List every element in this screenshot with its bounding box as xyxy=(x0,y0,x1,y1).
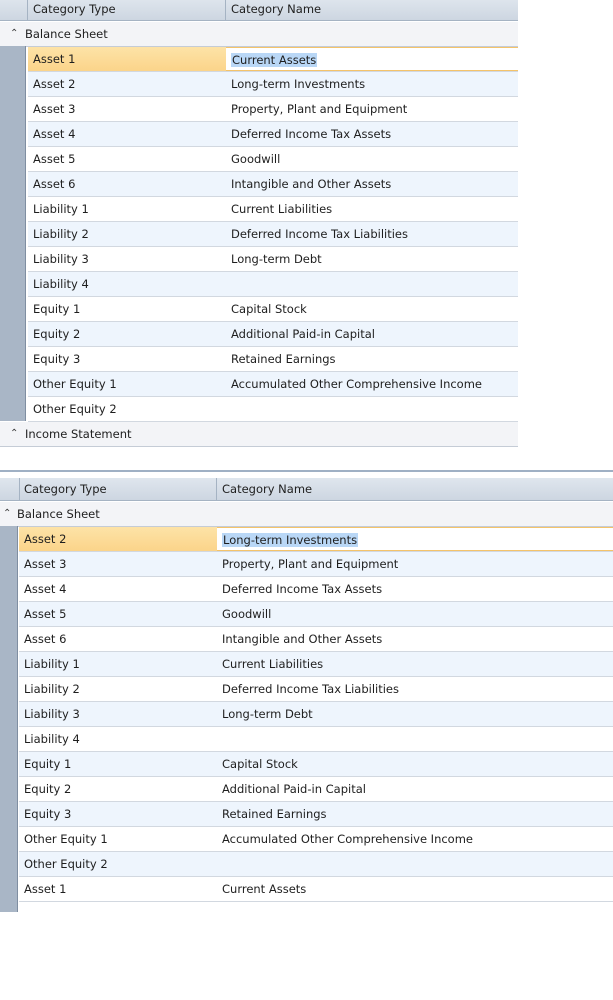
table-row[interactable] xyxy=(19,552,613,577)
cell-category-type[interactable]: Asset 6 xyxy=(33,177,76,191)
table-row[interactable] xyxy=(19,852,613,877)
cell-category-type[interactable]: Equity 2 xyxy=(33,327,81,341)
table-row[interactable] xyxy=(28,322,518,347)
cell-category-name[interactable]: Current Liabilities xyxy=(222,657,324,671)
cell-category-name[interactable]: Deferred Income Tax Assets xyxy=(231,127,392,141)
cell-category-name[interactable] xyxy=(217,727,613,751)
cell-category-name[interactable]: Current Assets xyxy=(222,882,307,896)
table-row[interactable] xyxy=(19,602,613,627)
table-row[interactable] xyxy=(19,527,613,552)
cell-category-type[interactable]: Equity 1 xyxy=(33,302,81,316)
cell-category-type[interactable]: Other Equity 2 xyxy=(24,857,108,871)
cell-category-type[interactable]: Other Equity 1 xyxy=(33,377,117,391)
chevron-up-icon[interactable]: ⌃ xyxy=(3,508,12,519)
cell-category-type[interactable]: Asset 5 xyxy=(24,607,67,621)
row-indicator-strip xyxy=(0,526,18,912)
cell-category-type[interactable]: Equity 3 xyxy=(24,807,72,821)
table-row[interactable] xyxy=(28,297,518,322)
category-grid-before xyxy=(0,0,518,447)
group-row-income-statement[interactable] xyxy=(0,422,518,447)
table-row[interactable] xyxy=(19,727,613,752)
cell-category-name[interactable]: Property, Plant and Equipment xyxy=(222,557,399,571)
cell-category-name[interactable]: Intangible and Other Assets xyxy=(222,632,383,646)
cell-category-type[interactable]: Equity 1 xyxy=(24,757,72,771)
selected-text: Long-term Investments xyxy=(223,533,358,547)
table-row[interactable] xyxy=(19,652,613,677)
table-row[interactable] xyxy=(28,72,518,97)
table-row[interactable] xyxy=(28,272,518,297)
column-header-row xyxy=(0,478,613,501)
table-row[interactable] xyxy=(28,247,518,272)
table-row[interactable] xyxy=(19,677,613,702)
cell-category-name[interactable]: Goodwill xyxy=(222,607,272,621)
cell-category-name[interactable]: Long-term Debt xyxy=(222,707,313,721)
cell-category-name[interactable]: Property, Plant and Equipment xyxy=(231,102,408,116)
cell-category-type[interactable]: Asset 4 xyxy=(24,582,67,596)
table-row[interactable] xyxy=(28,347,518,372)
cell-category-type[interactable]: Asset 3 xyxy=(33,102,76,116)
cell-category-name[interactable]: Accumulated Other Comprehensive Income xyxy=(222,832,473,846)
table-row[interactable] xyxy=(28,222,518,247)
table-row[interactable] xyxy=(19,702,613,727)
table-row[interactable] xyxy=(19,827,613,852)
cell-category-name[interactable]: Intangible and Other Assets xyxy=(231,177,392,191)
table-row[interactable] xyxy=(19,752,613,777)
chevron-up-icon[interactable]: ⌃ xyxy=(10,428,19,439)
column-header-row xyxy=(0,0,518,21)
table-row[interactable] xyxy=(28,397,518,422)
cell-category-type[interactable]: Asset 1 xyxy=(24,882,67,896)
cell-category-type[interactable]: Liability 3 xyxy=(33,252,89,266)
chevron-up-icon[interactable]: ⌃ xyxy=(10,28,19,39)
cell-category-name[interactable]: Long-term Debt xyxy=(231,252,322,266)
table-row[interactable] xyxy=(28,197,518,222)
cell-category-name[interactable]: Additional Paid-in Capital xyxy=(222,782,366,796)
cell-category-name[interactable]: Current Liabilities xyxy=(231,202,333,216)
table-row[interactable] xyxy=(28,122,518,147)
table-row[interactable] xyxy=(19,802,613,827)
cell-category-type[interactable]: Other Equity 1 xyxy=(24,832,108,846)
table-row[interactable] xyxy=(19,877,613,902)
cell-category-type[interactable]: Liability 4 xyxy=(33,277,89,291)
cell-category-name[interactable]: Long-term Investments xyxy=(231,77,366,91)
column-header-category-name[interactable]: Category Name xyxy=(231,2,322,16)
table-row[interactable] xyxy=(28,97,518,122)
cell-category-name[interactable]: Deferred Income Tax Liabilities xyxy=(231,227,408,241)
group-row-balance-sheet[interactable] xyxy=(0,22,518,47)
cell-category-type[interactable]: Equity 2 xyxy=(24,782,72,796)
cell-category-name[interactable]: Deferred Income Tax Assets xyxy=(222,582,383,596)
column-header-category-type[interactable]: Category Type xyxy=(28,0,226,20)
header-row-indicator xyxy=(0,478,20,500)
row-indicator-strip xyxy=(0,46,26,421)
table-row[interactable] xyxy=(19,777,613,802)
cell-category-type[interactable]: Asset 3 xyxy=(24,557,67,571)
table-row[interactable] xyxy=(28,47,518,72)
cell-category-name[interactable]: Retained Earnings xyxy=(222,807,327,821)
cell-category-name[interactable] xyxy=(226,272,518,296)
cell-category-type[interactable]: Other Equity 2 xyxy=(33,402,117,416)
cell-category-type[interactable]: Asset 2 xyxy=(19,527,217,551)
cell-category-name[interactable]: Goodwill xyxy=(231,152,281,166)
cell-category-type[interactable]: Liability 2 xyxy=(24,682,80,696)
cell-category-type[interactable]: Asset 6 xyxy=(24,632,67,646)
table-row[interactable] xyxy=(28,172,518,197)
cell-category-type[interactable]: Liability 2 xyxy=(33,227,89,241)
cell-category-name[interactable]: Capital Stock xyxy=(222,757,298,771)
cell-category-type[interactable]: Liability 1 xyxy=(24,657,80,671)
table-row[interactable] xyxy=(28,147,518,172)
table-row[interactable] xyxy=(28,372,518,397)
cell-category-type[interactable]: Liability 4 xyxy=(24,732,80,746)
header-row-indicator xyxy=(0,0,28,20)
cell-category-name[interactable] xyxy=(217,852,613,876)
column-header-category-type[interactable]: Category Type xyxy=(19,478,217,500)
cell-category-type[interactable]: Asset 1 xyxy=(28,47,226,71)
table-row[interactable] xyxy=(19,627,613,652)
cell-category-type[interactable]: Asset 5 xyxy=(33,152,76,166)
cell-category-type[interactable]: Equity 3 xyxy=(33,352,81,366)
cell-category-name[interactable]: Deferred Income Tax Liabilities xyxy=(222,682,399,696)
category-grid-after xyxy=(0,470,613,912)
cell-category-name-editor[interactable] xyxy=(217,527,613,551)
group-label: Balance Sheet xyxy=(25,27,108,41)
cell-category-type[interactable]: Liability 3 xyxy=(24,707,80,721)
group-label: Balance Sheet xyxy=(17,507,100,521)
group-label: Income Statement xyxy=(25,427,132,441)
group-row-balance-sheet[interactable] xyxy=(0,502,613,527)
selected-text: Current Assets xyxy=(232,53,317,67)
cell-category-name[interactable]: Accumulated Other Comprehensive Income xyxy=(231,377,482,391)
cell-category-name[interactable]: Capital Stock xyxy=(231,302,307,316)
cell-category-type[interactable]: Liability 1 xyxy=(33,202,89,216)
cell-category-type[interactable]: Asset 4 xyxy=(33,127,76,141)
cell-category-name-editor[interactable] xyxy=(226,47,518,71)
cell-category-name[interactable]: Retained Earnings xyxy=(231,352,336,366)
column-header-category-name[interactable]: Category Name xyxy=(222,482,313,496)
cell-category-type[interactable]: Asset 2 xyxy=(33,77,76,91)
cell-category-name[interactable]: Additional Paid-in Capital xyxy=(231,327,375,341)
table-row[interactable] xyxy=(19,577,613,602)
cell-category-name[interactable] xyxy=(226,397,518,421)
